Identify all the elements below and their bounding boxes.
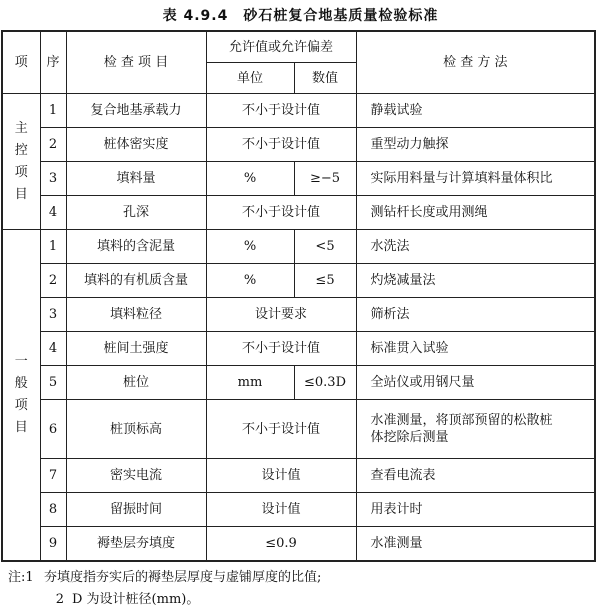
header-item: 检 查 项 目 [66,31,206,94]
row-seq: 3 [40,162,66,196]
group-general: 一 般 项 目 [2,230,40,562]
row-item: 复合地基承载力 [66,94,206,128]
row-unit: % [206,264,294,298]
row-method: 筛析法 [356,298,595,332]
table-title: 表 4.9.4 砂石桩复合地基质量检验标准 [162,8,439,24]
note-2-number: 2 [55,592,64,607]
row-value: ≥−5 [294,162,356,196]
note-2-text: D 为设计桩径(mm)。 [72,592,200,607]
row-method: 静载试验 [356,94,595,128]
row-method: 水准测量 [356,527,595,562]
quality-standard-table [1,30,596,562]
row-seq: 4 [40,332,66,366]
row-allowed: 设计值 [206,493,356,527]
row-method: 灼烧减量法 [356,264,595,298]
row-seq: 9 [40,527,66,562]
row-allowed: ≤0.9 [206,527,356,562]
row-unit: mm [206,366,294,400]
table-row [2,493,595,527]
row-item: 填料的含泥量 [66,230,206,264]
table-row [2,230,595,264]
header-method: 检 查 方 法 [356,31,595,94]
row-item: 褥垫层夯填度 [66,527,206,562]
row-seq: 7 [40,459,66,493]
row-seq: 1 [40,94,66,128]
row-method: 查看电流表 [356,459,595,493]
row-allowed: 不小于设计值 [206,332,356,366]
note-1-text: 夯填度指夯实后的褥垫层厚度与虚铺厚度的比值; [44,570,322,585]
row-method: 实际用料量与计算填料量体积比 [356,162,595,196]
note-label: 注:1 [8,570,34,585]
row-seq: 5 [40,366,66,400]
row-seq: 8 [40,493,66,527]
row-method: 全站仪或用钢尺量 [356,366,595,400]
header-seq: 序 [40,31,66,94]
row-method [356,400,595,459]
row-allowed: 设计要求 [206,298,356,332]
table-row [2,527,595,562]
row-method: 标准贯入试验 [356,332,595,366]
row-unit: % [206,230,294,264]
row-value: ≤5 [294,264,356,298]
row-item: 桩位 [66,366,206,400]
row-seq: 4 [40,196,66,230]
method-line-2: 体挖除后测量 [370,430,449,445]
row-item: 桩间土强度 [66,332,206,366]
row-value: <5 [294,230,356,264]
row-allowed: 不小于设计值 [206,196,356,230]
table-row [2,400,595,459]
row-item: 填料粒径 [66,298,206,332]
header-unit: 单位 [206,63,294,94]
table-notes [8,567,321,611]
table-row [2,459,595,493]
row-method: 用表计时 [356,493,595,527]
header-value: 数值 [294,63,356,94]
table-row [2,298,595,332]
row-allowed: 不小于设计值 [206,400,356,459]
row-seq: 1 [40,230,66,264]
row-seq: 6 [40,400,66,459]
row-item: 孔深 [66,196,206,230]
row-item: 填料的有机质含量 [66,264,206,298]
note-1 [8,567,321,589]
note-2 [8,589,321,611]
row-item: 桩体密实度 [66,128,206,162]
row-method: 测钻杆长度或用测绳 [356,196,595,230]
table-row [2,366,595,400]
row-allowed: 设计值 [206,459,356,493]
row-method: 水洗法 [356,230,595,264]
table-row [2,94,595,128]
header-row [2,31,595,63]
row-allowed: 不小于设计值 [206,128,356,162]
table-row [2,264,595,298]
row-allowed: 不小于设计值 [206,94,356,128]
table-row [2,196,595,230]
row-seq: 3 [40,298,66,332]
row-seq: 2 [40,264,66,298]
row-value: ≤0.3D [294,366,356,400]
row-item: 填料量 [66,162,206,196]
row-item: 密实电流 [66,459,206,493]
row-item: 留振时间 [66,493,206,527]
row-item: 桩顶标高 [66,400,206,459]
table-row [2,162,595,196]
group-main-control: 主 控 项 目 [2,94,40,230]
row-method: 重型动力触探 [356,128,595,162]
header-allowed: 允许值或允许偏差 [206,31,356,63]
method-line-1: 水准测量，将顶部预留的松散桩 [370,413,553,428]
row-seq: 2 [40,128,66,162]
table-row [2,128,595,162]
table-row [2,332,595,366]
header-category: 项 [2,31,40,94]
row-unit: % [206,162,294,196]
